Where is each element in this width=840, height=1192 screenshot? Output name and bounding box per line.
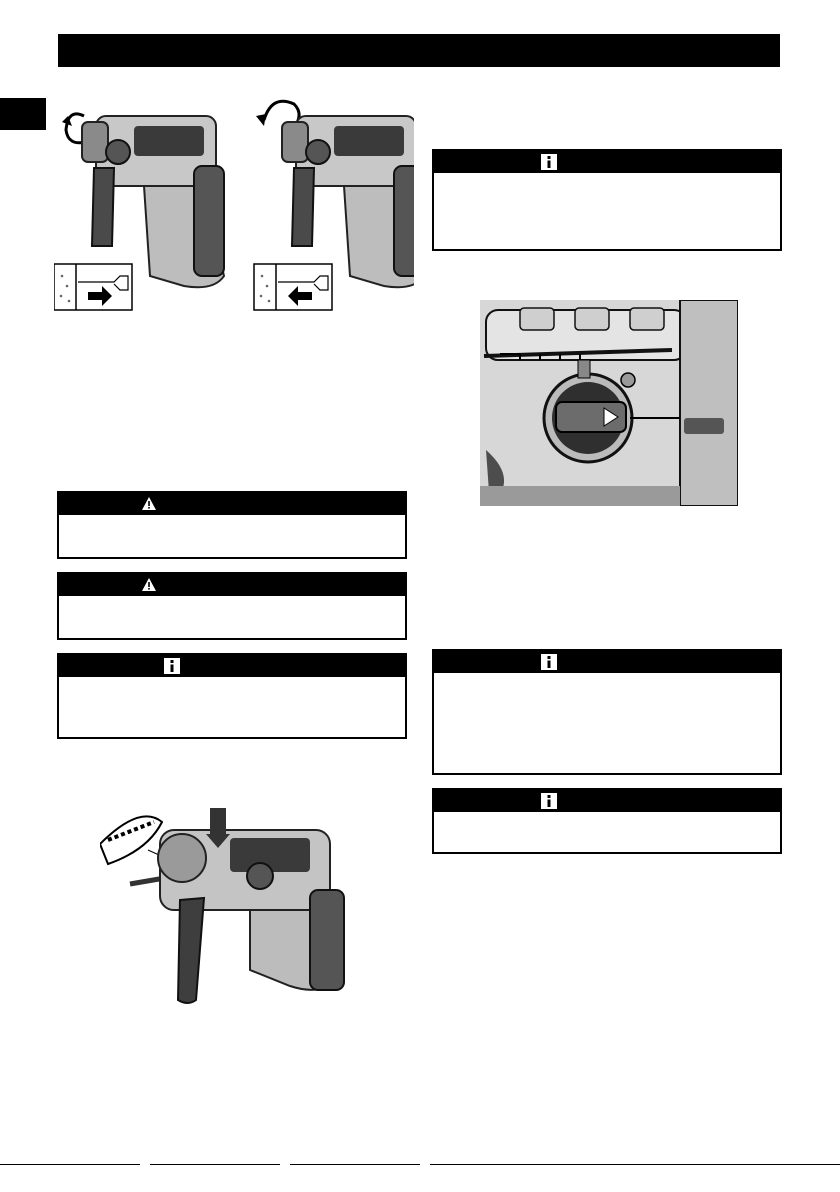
footer-rule bbox=[290, 1164, 420, 1165]
note-box bbox=[432, 149, 782, 251]
warning-triangle-icon bbox=[141, 496, 157, 512]
drill-illustration-left bbox=[54, 114, 224, 310]
language-tab bbox=[0, 98, 46, 130]
note-box bbox=[432, 788, 782, 854]
drill-illustration-right bbox=[254, 101, 414, 310]
footer-rule bbox=[150, 1164, 280, 1165]
note-box bbox=[57, 653, 407, 739]
figure-insert-bit bbox=[100, 800, 375, 1010]
info-icon bbox=[541, 654, 557, 670]
figure-mode-selector bbox=[480, 300, 738, 506]
info-icon bbox=[164, 658, 180, 674]
warning-box bbox=[57, 491, 407, 559]
info-icon bbox=[541, 793, 557, 809]
footer-rule bbox=[0, 1164, 140, 1165]
info-icon bbox=[541, 154, 557, 170]
warning-triangle-icon bbox=[141, 577, 157, 593]
warning-box bbox=[57, 572, 407, 640]
footer-rule bbox=[430, 1164, 840, 1165]
figure-chuck-rotation bbox=[54, 86, 414, 316]
note-box bbox=[432, 649, 782, 775]
section-header-bar bbox=[58, 34, 780, 67]
